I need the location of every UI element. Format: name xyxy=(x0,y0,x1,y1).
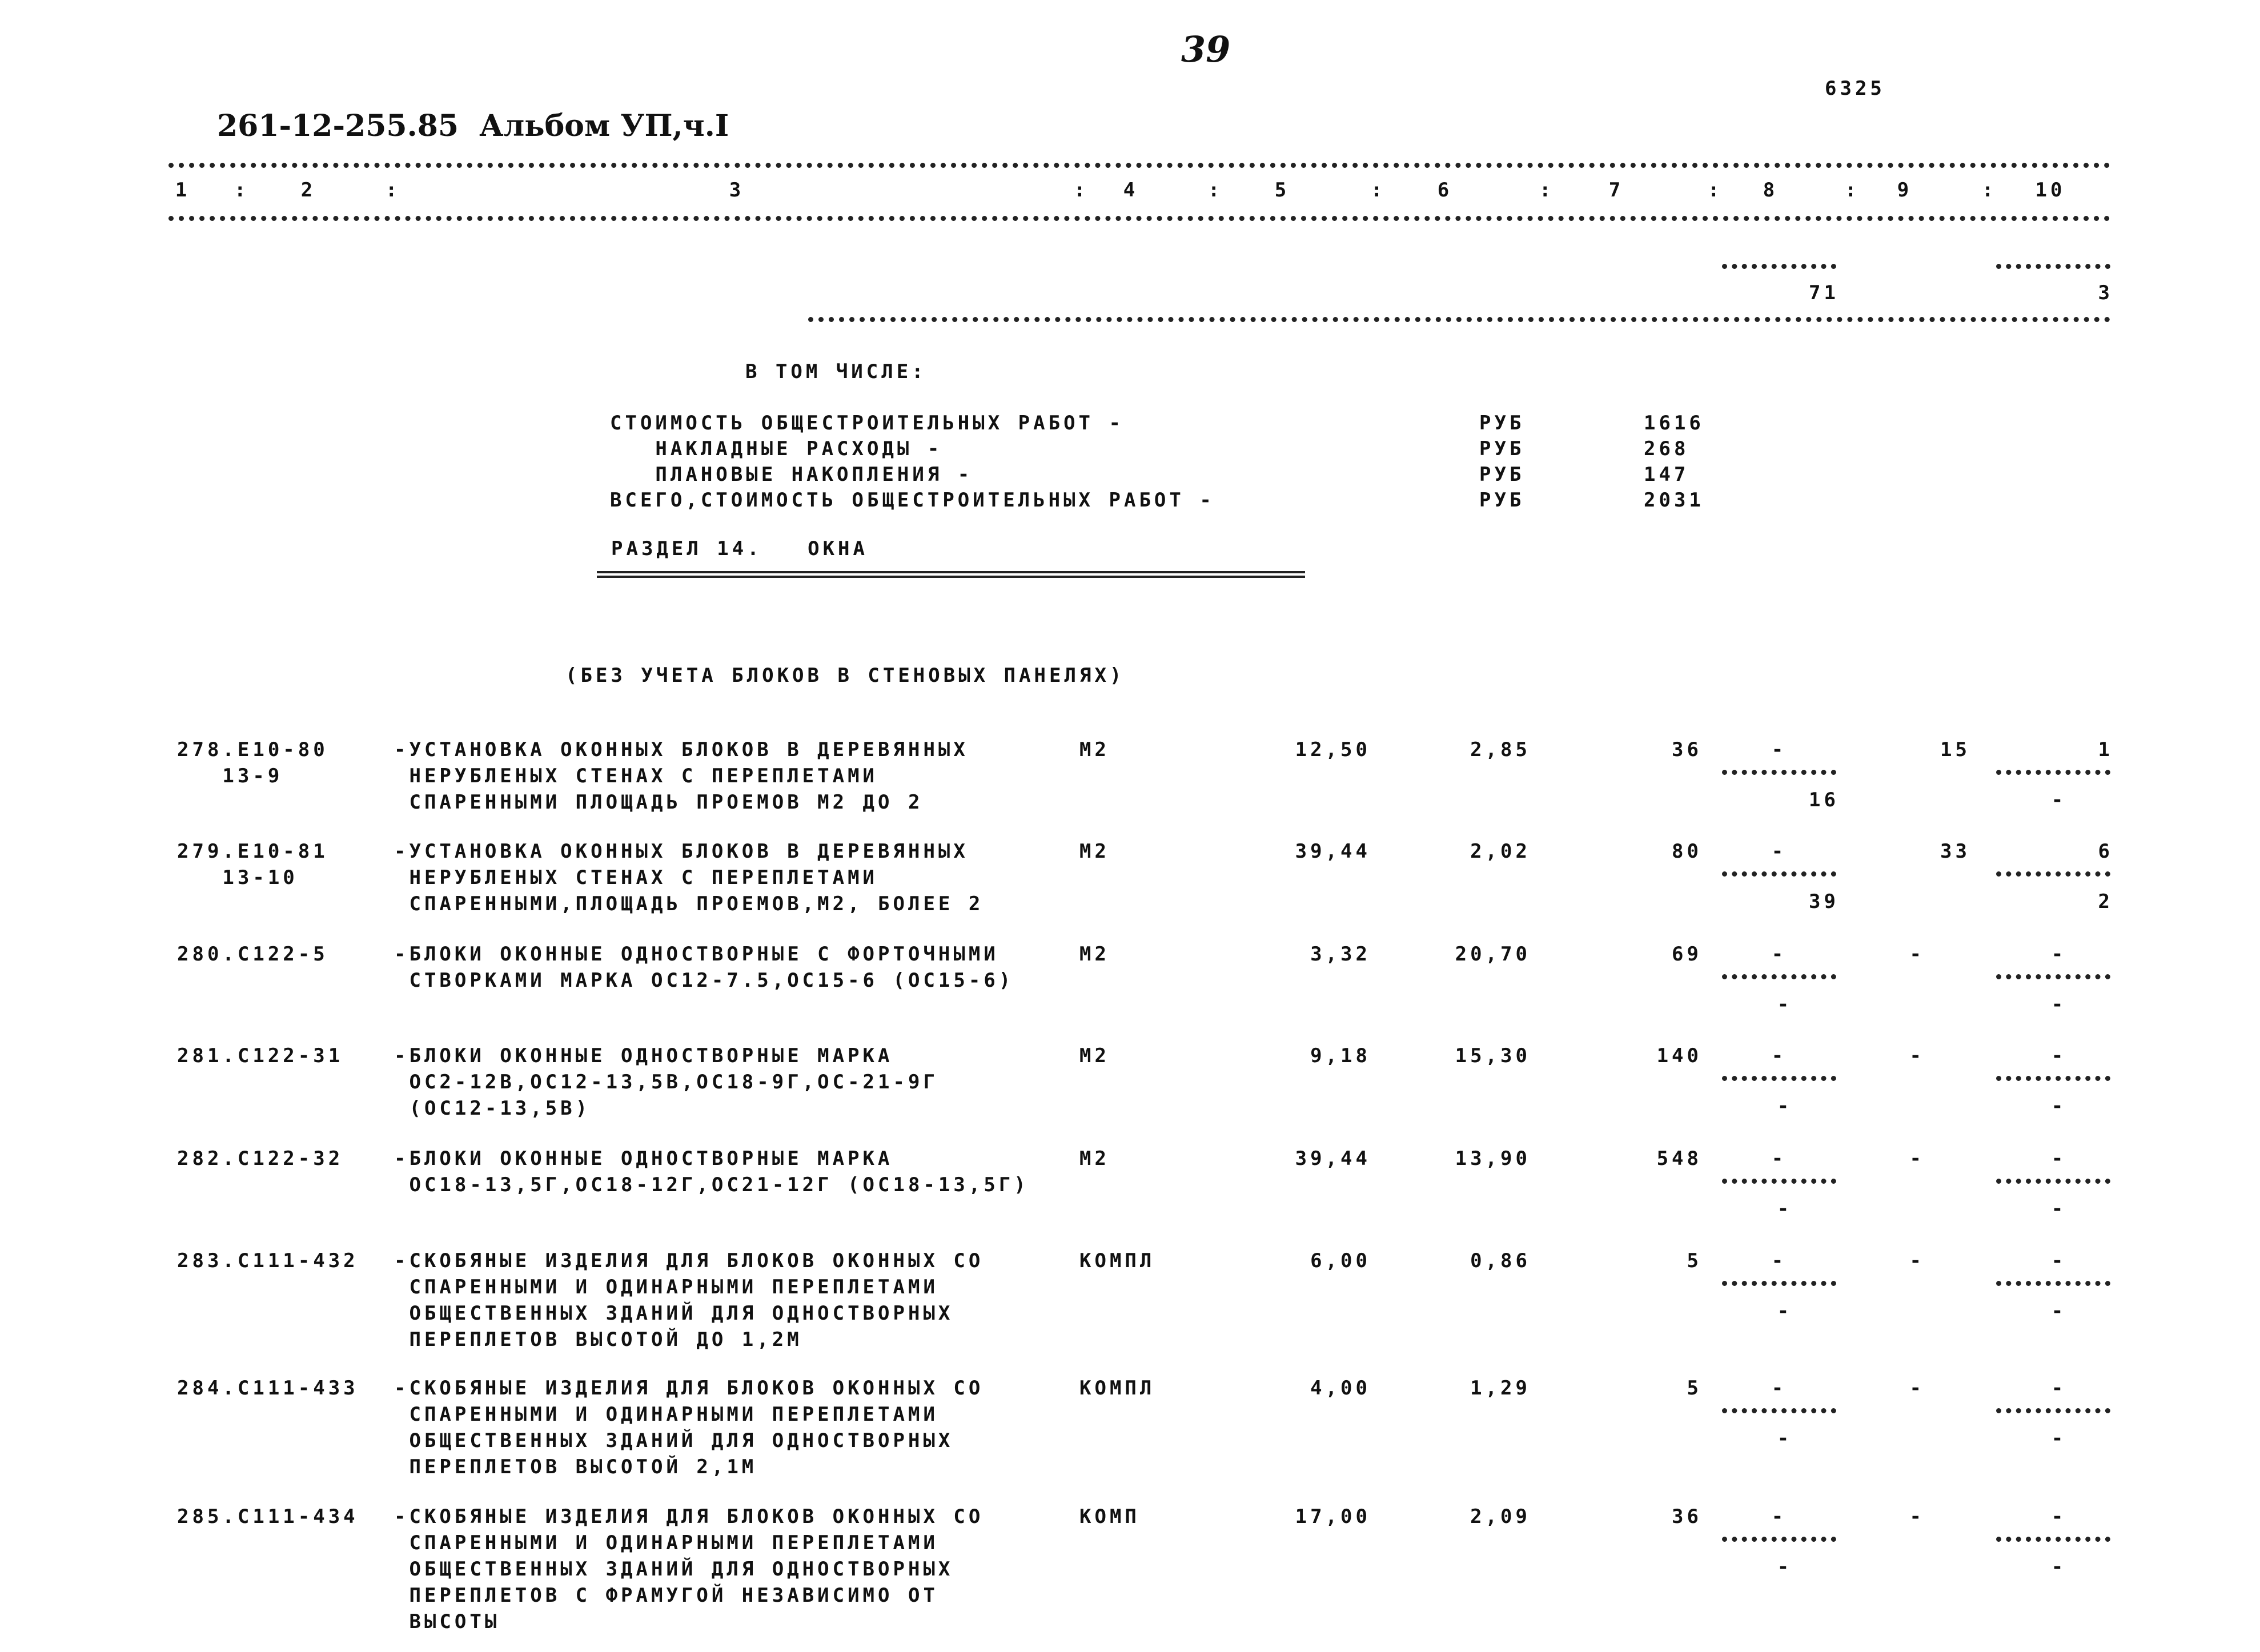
item-description: СТВОРКАМИ МАРКА ОС12-7.5,ОС15-6 (ОС15-6) xyxy=(394,969,1014,992)
column-separator: : xyxy=(1208,179,1223,202)
item-description: -СКОБЯНЫЕ ИЗДЕЛИЯ ДЛЯ БЛОКОВ ОКОННЫХ СО xyxy=(394,1377,984,1400)
item-quantity: 39,44 xyxy=(1295,1147,1371,1170)
page-title: 261-12-255.85 Альбом УП,ч.I xyxy=(217,108,729,143)
item-description: ОС2-12В,ОС12-13,5В,ОС18-9Г,ОС-21-9Г xyxy=(394,1071,938,1094)
item-unit: КОМП xyxy=(1079,1505,1140,1528)
item-quantity: 12,50 xyxy=(1295,738,1371,761)
item-description: СПАРЕННЫМИ И ОДИНАРНЫМИ ПЕРЕПЛЕТАМИ xyxy=(394,1276,938,1299)
item-code: 279.Е10-81 xyxy=(177,840,328,863)
item-description: НЕРУБЛЕНЫХ СТЕНАХ С ПЕРЕПЛЕТАМИ xyxy=(394,765,878,787)
column-header-1: 1 xyxy=(175,179,191,202)
fraction-rule xyxy=(1996,974,2110,979)
item-cost: 80 xyxy=(1672,840,1702,863)
item-price: 1,29 xyxy=(1470,1377,1531,1400)
item-price: 0,86 xyxy=(1470,1249,1531,1272)
fraction-rule xyxy=(1722,1179,1836,1184)
item-col9: 15 xyxy=(1940,738,1970,761)
summary-unit: РУБ xyxy=(1479,489,1525,512)
item-col10-bottom: 2 xyxy=(2098,890,2113,913)
item-col8-top: - xyxy=(1771,1505,1787,1528)
column-header-3: 3 xyxy=(729,179,745,202)
item-col8-top: - xyxy=(1771,1249,1787,1272)
item-unit: КОМПЛ xyxy=(1079,1377,1155,1400)
item-unit: М2 xyxy=(1079,1044,1110,1067)
item-col8-bottom: - xyxy=(1777,1197,1793,1220)
item-price: 13,90 xyxy=(1455,1147,1531,1170)
fraction-rule xyxy=(1722,974,1836,979)
fraction-rule xyxy=(1722,1076,1836,1081)
item-col8-bottom: - xyxy=(1777,1300,1793,1323)
item-code: 283.С111-432 xyxy=(177,1249,359,1272)
summary-value: 147 xyxy=(1644,463,1689,486)
item-col9: - xyxy=(1909,1249,1925,1272)
item-price: 2,02 xyxy=(1470,840,1531,863)
item-quantity: 39,44 xyxy=(1295,840,1371,863)
fraction-rule xyxy=(1722,770,1836,775)
item-col9: 33 xyxy=(1940,840,1970,863)
item-quantity: 4,00 xyxy=(1310,1377,1371,1400)
item-quantity: 3,32 xyxy=(1310,943,1371,966)
fraction-rule xyxy=(1722,1537,1836,1542)
item-col8-top: - xyxy=(1771,1377,1787,1400)
item-col10-bottom: - xyxy=(2051,993,2067,1016)
fraction-rule xyxy=(1996,871,2110,877)
item-code: 284.С111-433 xyxy=(177,1377,359,1400)
item-cost: 69 xyxy=(1672,943,1702,966)
item-quantity: 6,00 xyxy=(1310,1249,1371,1272)
item-col9: - xyxy=(1909,1147,1925,1170)
item-description: ОС18-13,5Г,ОС18-12Г,ОС21-12Г (ОС18-13,5Г) xyxy=(394,1173,1029,1196)
item-cost: 5 xyxy=(1687,1249,1702,1272)
item-code: 280.С122-5 xyxy=(177,943,328,966)
item-col10-bottom: - xyxy=(2051,1095,2067,1118)
fraction-rule xyxy=(1722,1281,1836,1286)
fraction-rule xyxy=(1996,1179,2110,1184)
item-col10-top: - xyxy=(2051,1147,2067,1170)
summary-label: ВСЕГО,СТОИМОСТЬ ОБЩЕСТРОИТЕЛЬНЫХ РАБОТ - xyxy=(610,489,1215,512)
item-description: -БЛОКИ ОКОННЫЕ ОДНОСТВОРНЫЕ С ФОРТОЧНЫМИ xyxy=(394,943,999,966)
item-col8-bottom: 16 xyxy=(1809,789,1839,811)
item-code: 282.С122-32 xyxy=(177,1147,344,1170)
summary-value: 2031 xyxy=(1644,489,1704,512)
summary-unit: РУБ xyxy=(1479,463,1525,486)
item-col10-bottom: - xyxy=(2051,789,2067,811)
item-code: 13-9 xyxy=(177,765,283,787)
item-col10-top: 6 xyxy=(2098,840,2113,863)
item-col9: - xyxy=(1909,1377,1925,1400)
item-col9: - xyxy=(1909,943,1925,966)
item-col10-top: - xyxy=(2051,943,2067,966)
item-description: -УСТАНОВКА ОКОННЫХ БЛОКОВ В ДЕРЕВЯННЫХ xyxy=(394,738,969,761)
item-unit: М2 xyxy=(1079,943,1110,966)
item-description: НЕРУБЛЕНЫХ СТЕНАХ С ПЕРЕПЛЕТАМИ xyxy=(394,866,878,889)
column-header-5: 5 xyxy=(1274,179,1290,202)
item-price: 2,09 xyxy=(1470,1505,1531,1528)
item-quantity: 9,18 xyxy=(1310,1044,1371,1067)
summary-unit: РУБ xyxy=(1479,437,1525,460)
carry-rule-10 xyxy=(1996,264,2110,269)
column-separator: : xyxy=(1708,179,1723,202)
fraction-rule xyxy=(1996,1076,2110,1081)
item-code: 281.С122-31 xyxy=(177,1044,344,1067)
item-col8-bottom: - xyxy=(1777,1095,1793,1118)
section-title: РАЗДЕЛ 14. ОКНА xyxy=(611,537,868,560)
column-header-6: 6 xyxy=(1437,179,1453,202)
summary-unit: РУБ xyxy=(1479,412,1525,435)
item-unit: КОМПЛ xyxy=(1079,1249,1155,1272)
fraction-rule xyxy=(1996,1537,2110,1542)
item-col8-top: - xyxy=(1771,1147,1787,1170)
item-col8-top: - xyxy=(1771,840,1787,863)
column-header-2: 2 xyxy=(300,179,316,202)
fraction-rule xyxy=(1996,770,2110,775)
item-col10-top: 1 xyxy=(2098,738,2113,761)
item-price: 20,70 xyxy=(1455,943,1531,966)
item-description: -БЛОКИ ОКОННЫЕ ОДНОСТВОРНЫЕ МАРКА xyxy=(394,1147,893,1170)
item-unit: М2 xyxy=(1079,738,1110,761)
column-separator: : xyxy=(1845,179,1860,202)
item-quantity: 17,00 xyxy=(1295,1505,1371,1528)
item-code: 285.С111-434 xyxy=(177,1505,359,1528)
item-col10-bottom: - xyxy=(2051,1427,2067,1450)
item-col10-top: - xyxy=(2051,1249,2067,1272)
item-description: ОБЩЕСТВЕННЫХ ЗДАНИЙ ДЛЯ ОДНОСТВОРНЫХ xyxy=(394,1558,954,1581)
summary-value: 268 xyxy=(1644,437,1689,460)
section-note: (БЕЗ УЧЕТА БЛОКОВ В СТЕНОВЫХ ПАНЕЛЯХ) xyxy=(565,664,1125,687)
fraction-rule xyxy=(1996,1408,2110,1413)
summary-label: ПЛАНОВЫЕ НАКОПЛЕНИЯ - xyxy=(610,463,973,486)
item-col8-top: - xyxy=(1771,943,1787,966)
column-separator: : xyxy=(234,179,250,202)
totals-rule xyxy=(808,317,2110,322)
fraction-rule xyxy=(1722,1408,1836,1413)
item-col9: - xyxy=(1909,1044,1925,1067)
item-cost: 36 xyxy=(1672,738,1702,761)
item-col9: - xyxy=(1909,1505,1925,1528)
item-description: ОБЩЕСТВЕННЫХ ЗДАНИЙ ДЛЯ ОДНОСТВОРНЫХ xyxy=(394,1429,954,1452)
item-description: -УСТАНОВКА ОКОННЫХ БЛОКОВ В ДЕРЕВЯННЫХ xyxy=(394,840,969,863)
summary-value: 1616 xyxy=(1644,412,1704,435)
header-rule-bottom xyxy=(168,216,2110,221)
item-description: ВЫСОТЫ xyxy=(394,1610,500,1633)
column-separator: : xyxy=(1074,179,1089,202)
carry-total-col8: 71 xyxy=(1809,282,1839,304)
item-cost: 36 xyxy=(1672,1505,1702,1528)
item-col10-bottom: - xyxy=(2051,1555,2067,1578)
item-description: ПЕРЕПЛЕТОВ С ФРАМУГОЙ НЕЗАВИСИМО ОТ xyxy=(394,1584,938,1607)
section-underline xyxy=(597,571,1305,578)
fraction-rule xyxy=(1996,1281,2110,1286)
item-col8-top: - xyxy=(1771,738,1787,761)
item-price: 15,30 xyxy=(1455,1044,1531,1067)
column-header-4: 4 xyxy=(1123,179,1139,202)
page-number: 39 xyxy=(1181,29,1231,70)
item-description: ПЕРЕПЛЕТОВ ВЫСОТОЙ ДО 1,2М xyxy=(394,1328,802,1351)
item-col8-top: - xyxy=(1771,1044,1787,1067)
item-col10-top: - xyxy=(2051,1505,2067,1528)
fraction-rule xyxy=(1722,871,1836,877)
item-description: (ОС12-13,5В) xyxy=(394,1097,591,1120)
item-col10-bottom: - xyxy=(2051,1300,2067,1323)
item-description: -БЛОКИ ОКОННЫЕ ОДНОСТВОРНЫЕ МАРКА xyxy=(394,1044,893,1067)
item-code: 13-10 xyxy=(177,866,298,889)
column-separator: : xyxy=(1539,179,1555,202)
column-header-8: 8 xyxy=(1763,179,1779,202)
item-col8-bottom: - xyxy=(1777,993,1793,1016)
item-unit: М2 xyxy=(1079,840,1110,863)
item-price: 2,85 xyxy=(1470,738,1531,761)
column-header-7: 7 xyxy=(1608,179,1624,202)
column-separator: : xyxy=(1982,179,1997,202)
column-separator: : xyxy=(1371,179,1386,202)
column-header-10: 10 xyxy=(2035,179,2066,202)
item-description: ОБЩЕСТВЕННЫХ ЗДАНИЙ ДЛЯ ОДНОСТВОРНЫХ xyxy=(394,1302,954,1325)
item-cost: 5 xyxy=(1687,1377,1702,1400)
column-header-9: 9 xyxy=(1897,179,1913,202)
item-description: СПАРЕННЫМИ И ОДИНАРНЫМИ ПЕРЕПЛЕТАМИ xyxy=(394,1532,938,1554)
item-code: 278.Е10-80 xyxy=(177,738,328,761)
header-rule-top xyxy=(168,163,2110,168)
summary-label: СТОИМОСТЬ ОБЩЕСТРОИТЕЛЬНЫХ РАБОТ - xyxy=(610,412,1124,435)
carry-total-col10: 3 xyxy=(2098,282,2113,304)
item-col10-top: - xyxy=(2051,1377,2067,1400)
item-col8-bottom: - xyxy=(1777,1427,1793,1450)
item-description: ПЕРЕПЛЕТОВ ВЫСОТОЙ 2,1М xyxy=(394,1456,757,1478)
item-cost: 140 xyxy=(1656,1044,1702,1067)
item-col10-top: - xyxy=(2051,1044,2067,1067)
item-description: СПАРЕННЫМИ,ПЛОЩАДЬ ПРОЕМОВ,М2, БОЛЕЕ 2 xyxy=(394,893,984,915)
item-description: -СКОБЯНЫЕ ИЗДЕЛИЯ ДЛЯ БЛОКОВ ОКОННЫХ СО xyxy=(394,1505,984,1528)
summary-label: НАКЛАДНЫЕ РАСХОДЫ - xyxy=(610,437,943,460)
carry-rule-8 xyxy=(1722,264,1836,269)
item-description: СПАРЕННЫМИ ПЛОЩАДЬ ПРОЕМОВ М2 ДО 2 xyxy=(394,791,924,814)
item-col10-bottom: - xyxy=(2051,1197,2067,1220)
summary-heading: В ТОМ ЧИСЛЕ: xyxy=(745,360,927,383)
item-col8-bottom: - xyxy=(1777,1555,1793,1578)
document-number: 6325 xyxy=(1825,77,1885,100)
column-separator: : xyxy=(386,179,401,202)
item-description: -СКОБЯНЫЕ ИЗДЕЛИЯ ДЛЯ БЛОКОВ ОКОННЫХ СО xyxy=(394,1249,984,1272)
item-unit: М2 xyxy=(1079,1147,1110,1170)
item-description: СПАРЕННЫМИ И ОДИНАРНЫМИ ПЕРЕПЛЕТАМИ xyxy=(394,1403,938,1426)
item-col8-bottom: 39 xyxy=(1809,890,1839,913)
item-cost: 548 xyxy=(1656,1147,1702,1170)
